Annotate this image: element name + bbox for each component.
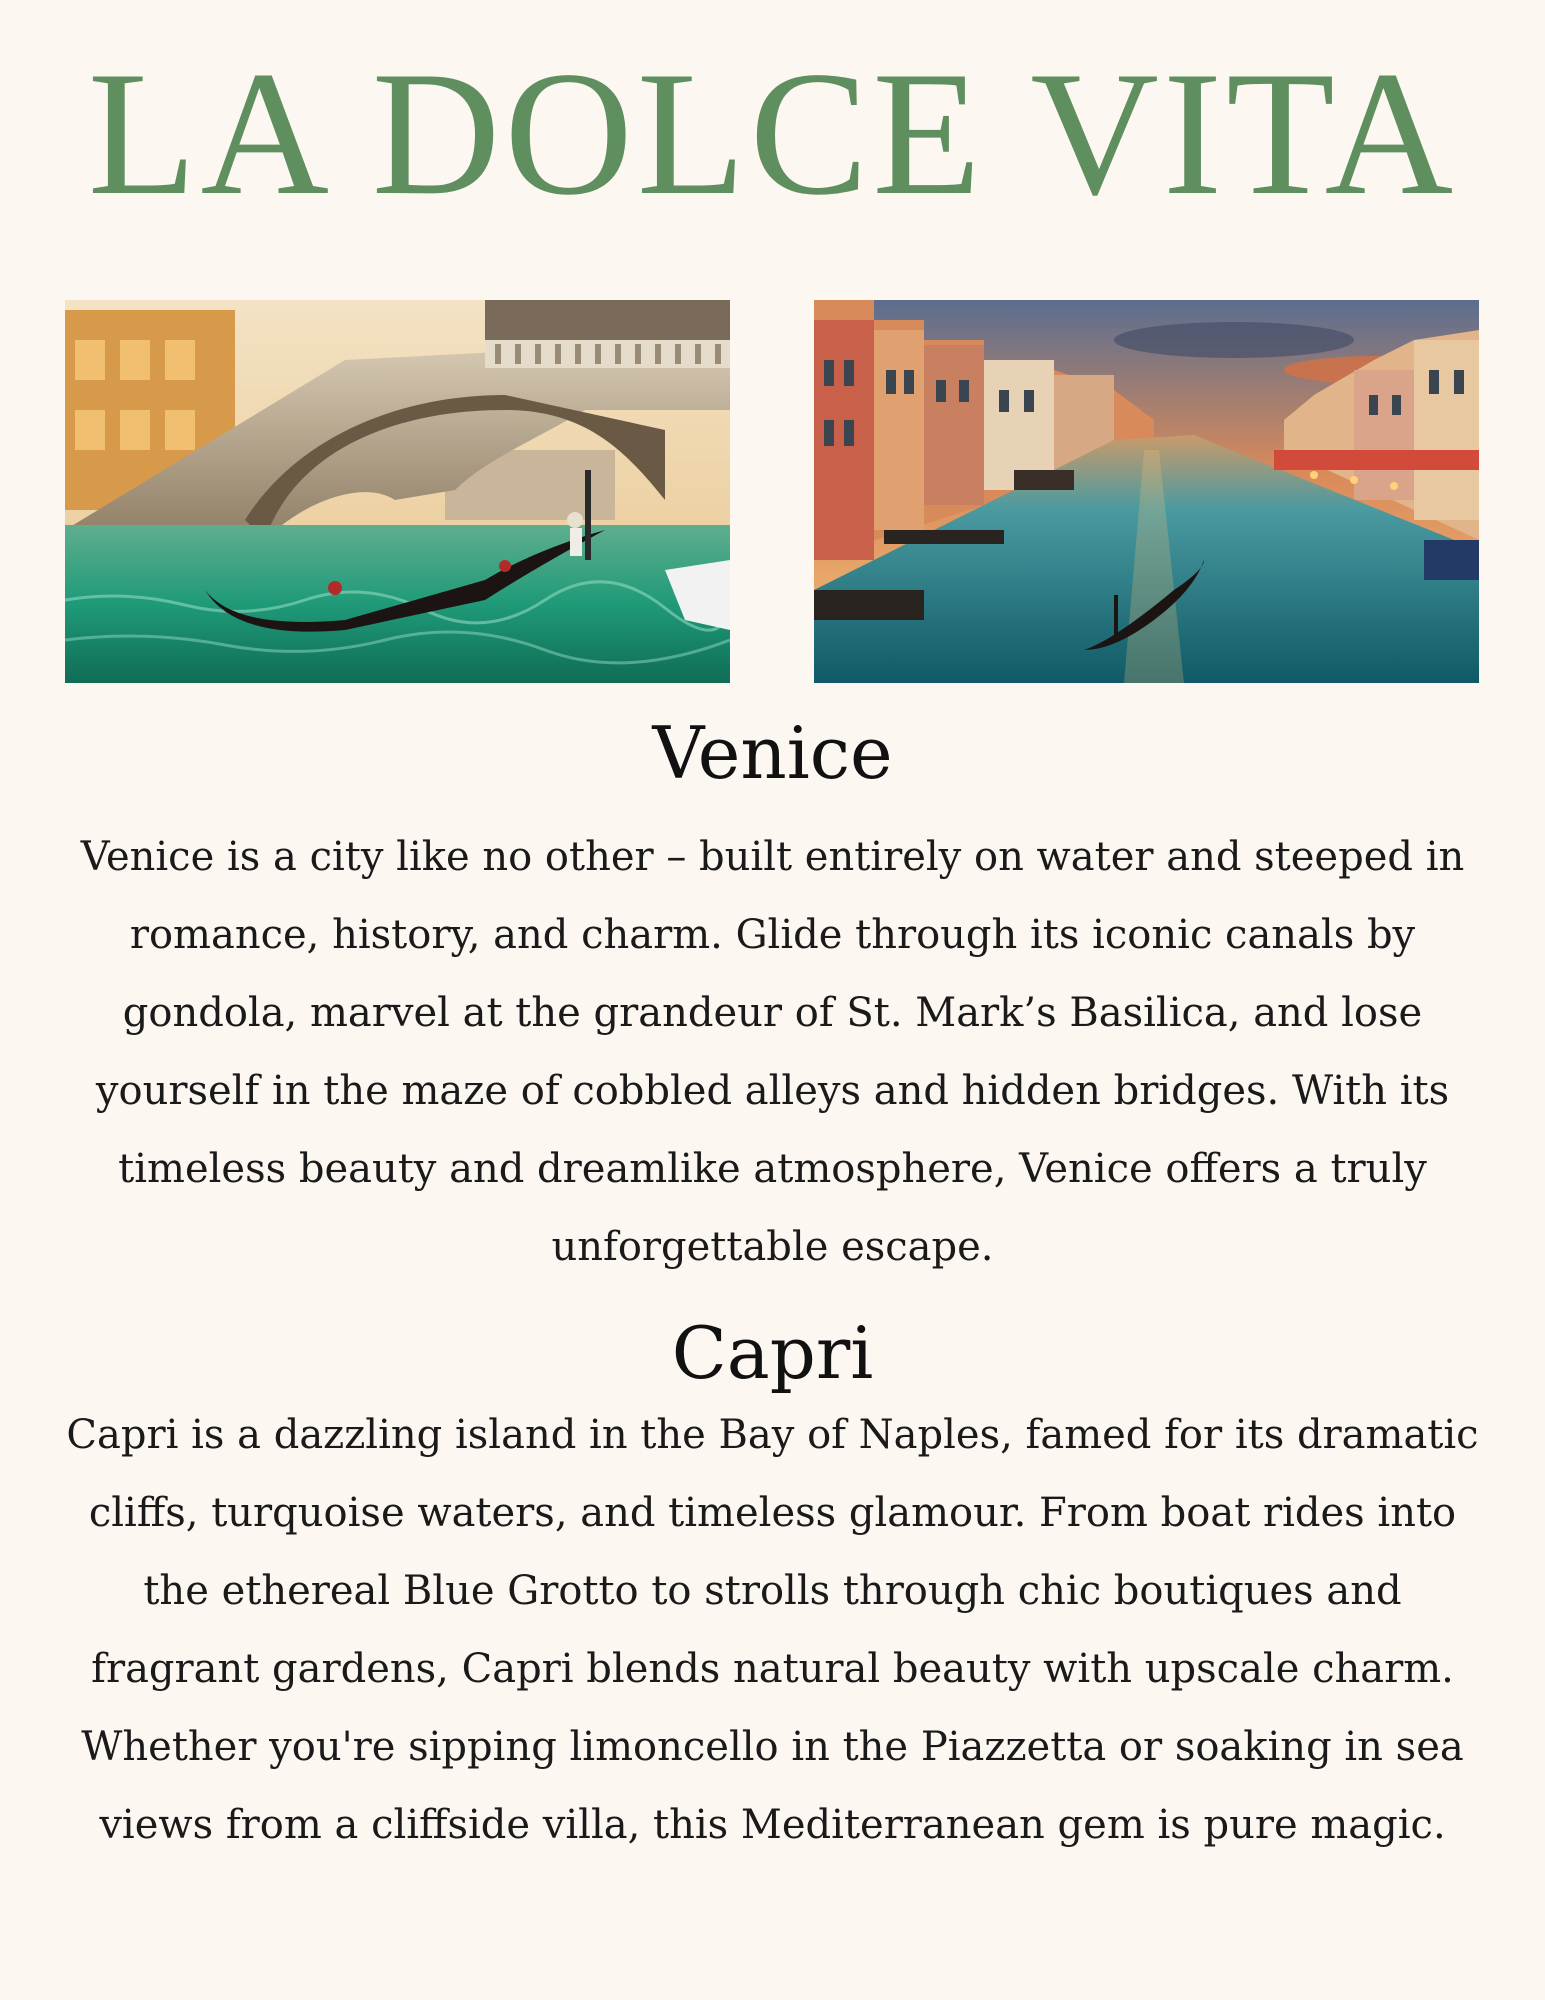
- section-heading-capri: Capri: [671, 1311, 874, 1395]
- grand-canal-photo: [814, 300, 1479, 683]
- section-body-capri: Capri is a dazzling island in the Bay of Naples, famed for its dramatic cliffs, turquoise waters, and timeless glamour. From boat rides into the ethereal Blue Grotto to strolls through chic boutiques and fragrant gardens, Capri blends natural beauty with upscale charm. Whether you're sipping limoncello in the Piazzetta or soaking in sea views from a cliffside villa, this Mediterranean gem is pure magic.: [66, 1412, 1479, 1848]
- page-title: LA DOLCE VITA: [87, 34, 1458, 232]
- rialto-bridge-photo: [65, 300, 730, 683]
- section-heading-venice: Venice: [652, 711, 893, 795]
- section-body-venice: Venice is a city like no other – built entirely on water and steeped in romance, history, and charm. Glide through its iconic canals by gondola, marvel at the grandeur of St. Mark’s Basilica, and lose yourself in the maze of cobbled alleys and hidden bridges. With its timeless beauty and dreamlike atmosphere, Venice offers a truly unforgettable escape.: [80, 834, 1465, 1270]
